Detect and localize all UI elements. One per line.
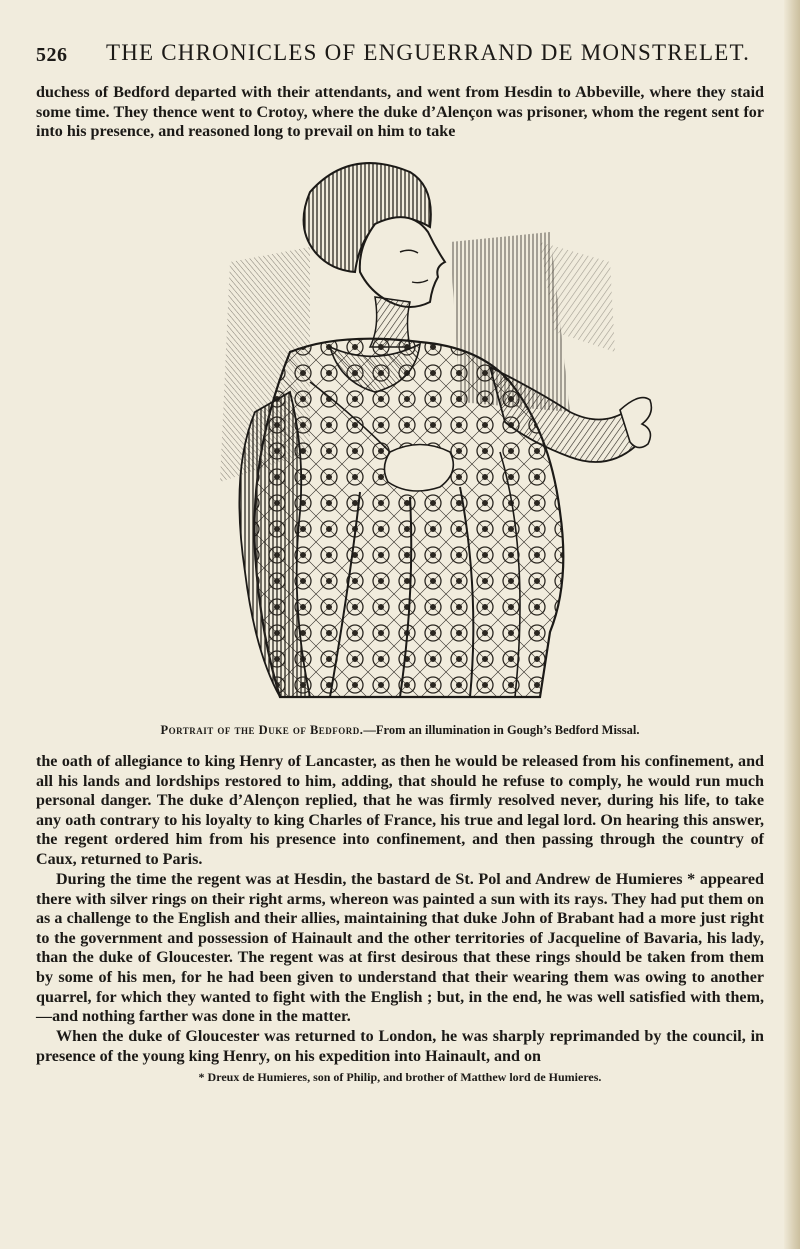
paragraph-gloucester: When the duke of Gloucester was returned to London, he was sharply reprimanded by the council, in presence of the young king Henry, on his expedition into Hainault, and on xyxy=(36,1028,764,1065)
page-header xyxy=(36,40,766,70)
paragraph-top: duchess of Bedford departed with their attendants, and went from Hesdin to Abbeville, where they staid some time. They thence went to Crotoy, where the duke d’Alençon was prisoner, whom the regent sent for into his presence, and reasoned long to prevail on him to take xyxy=(36,84,764,141)
page-number: 526 xyxy=(36,44,68,66)
footnote: * Dreux de Humieres, son of Philip, and brother of Matthew lord de Humieres. xyxy=(198,1070,602,1084)
figure-caption xyxy=(36,723,764,738)
portrait-illustration xyxy=(160,152,660,712)
caption-title: Portrait of the Duke of Bedford. xyxy=(160,723,364,737)
page-edge xyxy=(784,0,800,1249)
portrait-engraving xyxy=(160,152,660,712)
paragraph-oath: the oath of allegiance to king Henry of Lancaster, as then he would be released from his confinement, and all his lands and lordships restored to him, adding, that should he refuse to comply, he would run much personal danger. The duke d’Alençon replied, that he was firmly resolved never, during his life, to take any oath contrary to his loyalty to king Charles of France, his true and legal lord. On hearing this answer, the regent ordered him from his presence into confinement, and then passing through the country of Caux, returned to Paris. xyxy=(36,753,764,868)
running-title: THE CHRONICLES OF ENGUERRAND DE MONSTRELET. xyxy=(106,40,751,65)
caption-source: —From an illumination in Gough’s Bedford Missal. xyxy=(363,723,640,737)
paragraph-during: During the time the regent was at Hesdin, the bastard de St. Pol and Andrew de Humieres * appeared there with silver rings on their right arms, whereon was painted a sun with its rays. They had put them on as a challenge to the English and their allies, maintaining that duke John of Brabant had a more just right to the government and possession of Hainault and the other territories of Jacqueline of Bavaria, his lady, than the duke of Gloucester. The regent was at first desirous that these rings should be taken from them by some of his men, for he had been given to understand that their wearing them was owing to another quarrel, for which they wanted to fight with the English ; but, in the end, he was well satisfied with them,—and nothing farther was done in the matter. xyxy=(36,871,764,1026)
